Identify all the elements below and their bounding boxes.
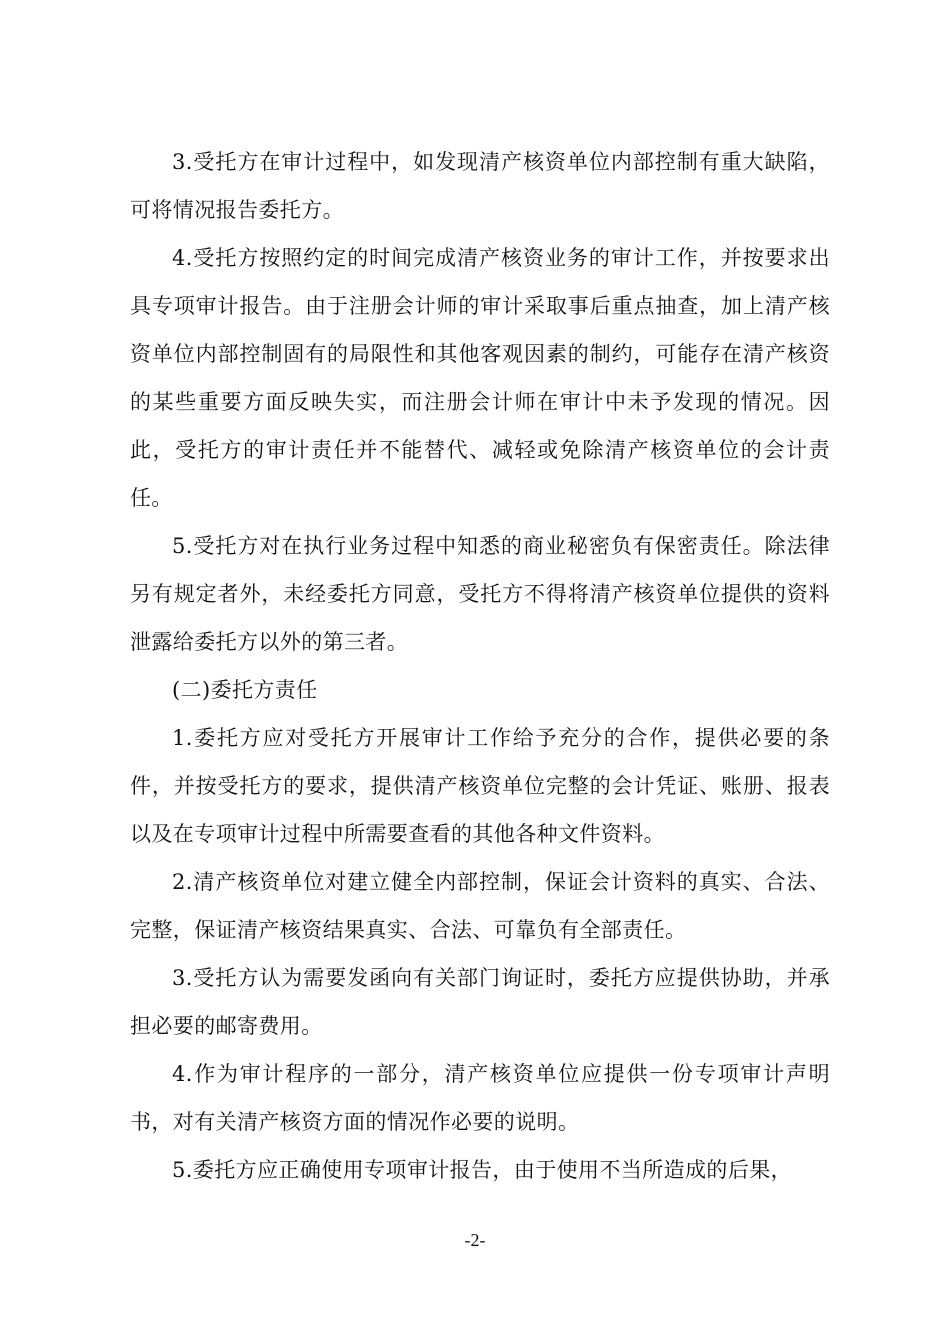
paragraph-clause-3: 3.受托方在审计过程中，如发现清产核资单位内部控制有重大缺陷，可将情况报告委托方。: [130, 150, 830, 222]
section-heading-client-responsibility: (二)委托方责任: [172, 678, 318, 702]
document-body: [130, 138, 830, 1194]
paragraph-client-clause-1: 1.委托方应对受托方开展审计工作给予充分的合作，提供必要的条件，并按受托方的要求，提供清产核资单位完整的会计凭证、账册、报表以及在专项审计过程中所需要查看的其他各种文件资料。: [130, 726, 830, 846]
page-number: -2-: [464, 1230, 486, 1250]
paragraph-client-clause-3: 3.受托方认为需要发函向有关部门询证时，委托方应提供协助，并承担必要的邮寄费用。: [130, 966, 830, 1038]
paragraph-clause-5: 5.受托方对在执行业务过程中知悉的商业秘密负有保密责任。除法律另有规定者外，未经委托方同意，受托方不得将清产核资单位提供的资料泄露给委托方以外的第三者。: [130, 534, 830, 654]
paragraph-client-clause-2: 2.清产核资单位对建立健全内部控制，保证会计资料的真实、合法、完整，保证清产核资结果真实、合法、可靠负有全部责任。: [130, 870, 830, 942]
paragraph-clause-4: 4.受托方按照约定的时间完成清产核资业务的审计工作，并按要求出具专项审计报告。由于注册会计师的审计采取事后重点抽查，加上清产核资单位内部控制固有的局限性和其他客观因素的制约，可能存在清产核资的某些重要方面反映失实，而注册会计师在审计中未予发现的情况。因此，受托方的审计责任并不能替代、减轻或免除清产核资单位的会计责任。: [130, 246, 830, 510]
paragraph-client-clause-5: 5.委托方应正确使用专项审计报告，由于使用不当所造成的后果，: [172, 1158, 793, 1182]
paragraph-client-clause-4: 4.作为审计程序的一部分，清产核资单位应提供一份专项审计声明书，对有关清产核资方面的情况作必要的说明。: [130, 1062, 830, 1134]
